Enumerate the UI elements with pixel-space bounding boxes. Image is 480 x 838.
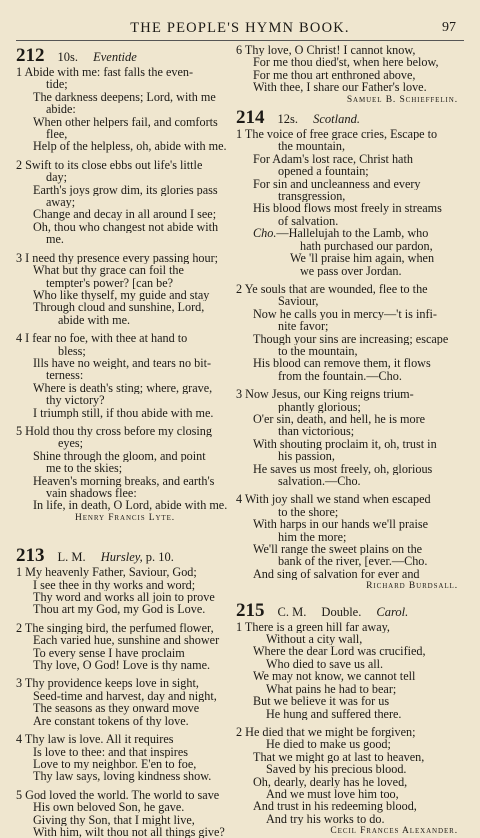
chorus-line: we pass over Jordan. (300, 264, 402, 277)
hymn-line: Oh, thou who changest not abide with (33, 220, 219, 234)
hymn-213-heading (16, 546, 234, 566)
hymn-line: Shine through the gloom, and point (33, 449, 206, 463)
hymn-line: to the mountain, (278, 344, 358, 358)
hymn-line: His blood flows most freely in streams (253, 202, 442, 215)
hymn-line: Oh, dearly, dearly has he loved, (253, 775, 408, 788)
hymn-line: 2 Ye souls that are wounded, flee to the (236, 282, 428, 296)
hymn-212-heading (16, 46, 234, 66)
hymn-line: 2 He died that we might be forgiven; (236, 725, 416, 739)
hymn-line: Thy love, O God! Love is thy name. (33, 659, 211, 672)
hymn-line: When other helpers fail, and comforts (33, 115, 218, 129)
hymn-line: away; (46, 196, 76, 209)
hymn-line: Without a city wall, (266, 633, 363, 646)
hymn-line: With him, wilt thou not all things give? (33, 825, 225, 838)
hymn-line: 3 Now Jesus, our King reigns trium- (236, 388, 414, 401)
hymn-author: Samuel B. Schieffelin. (346, 94, 458, 105)
hymn-line: than victorious; (278, 425, 355, 438)
hymn-tune-ref: p. 10. (145, 550, 174, 565)
hymn-line: day; (46, 171, 67, 184)
hymn-line: To every sense I have proclaim (33, 646, 185, 660)
hymn-line: Who died to save us all. (266, 657, 384, 671)
hymn-214-heading (236, 108, 458, 128)
hymn-line: Where is death's sting; where, grave, (33, 381, 213, 395)
hymn-line: salvation.—Cho. (278, 475, 361, 488)
hymn-line: Though your sins are increasing; escape (253, 332, 449, 345)
hymn-line: the mountain, (278, 140, 346, 153)
hymn-line: 1 The voice of free grace cries, Escape to (236, 128, 438, 141)
hymn-215-heading (236, 601, 458, 621)
hymn-line: to the shore; (278, 505, 339, 519)
hymn-line: His own beloved Son, he gave. (33, 801, 185, 814)
hymn-line: The seasons as they onward move (33, 702, 200, 715)
hymn-line: 2 Swift to its close ebbs out life's little (16, 158, 203, 172)
hymn-line: He saves us most freely, oh, glorious (253, 462, 433, 475)
hymn-line: He died to make us good; (266, 738, 391, 751)
hymn-line: bank of the river, [ever.—Cho. (278, 555, 428, 568)
left-column (16, 44, 234, 838)
hymn-line: 4 Thy law is love. All it requires (16, 733, 174, 746)
hymn-line: Seed-time and harvest, day and night, (33, 689, 217, 703)
hymn-line: 3 I need thy presence every passing hour; (16, 251, 219, 265)
hymn-line: With shouting proclaim it, oh, trust in (253, 437, 437, 451)
hymn-line: terness: (46, 369, 84, 382)
hymn-author: Henry Francis Lyte. (74, 512, 176, 523)
hymn-line: Are constant tokens of thy love. (33, 714, 189, 728)
hymn-line: Saviour, (278, 295, 319, 308)
hymn-line: flee, (46, 128, 68, 141)
hymn-tune: Eventide (93, 50, 137, 64)
hymn-line: And try his works to do. (266, 812, 385, 826)
right-column (236, 44, 458, 838)
hymn-line: Love to my neighbor. E'en to foe, (33, 757, 197, 771)
running-head (0, 20, 480, 40)
hymn-author: Richard Burdsall. (366, 581, 458, 592)
hymn-line: 2 The singing bird, the perfumed flower, (16, 621, 214, 635)
hymn-line: me to the skies; (46, 462, 123, 475)
hymn-line: Saved by his precious blood. (266, 763, 407, 776)
hymn-author: Cecil Frances Alexander. (330, 826, 458, 837)
hymn-line: 5 God loved the world. The world to save (16, 788, 220, 802)
hymn-line: But we believe it was for us (253, 695, 390, 708)
chorus-line: hath purchased our pardon, (300, 239, 433, 253)
hymn-line: 5 Hold thou thy cross before my closing (16, 424, 212, 438)
hymn-line: bless; (58, 344, 86, 357)
hymn-number: 214 (236, 107, 265, 129)
hymn-line: thy victory? (46, 394, 105, 407)
hymn-line: O'er sin, death, and hell, he is more (253, 412, 426, 426)
hymn-line: With harps in our hands we'll praise (253, 518, 428, 531)
hymn-line: Thy law says, loving kindness show. (33, 770, 212, 783)
page-number: 97 (442, 20, 456, 35)
hymn-line: Through cloud and sunshine, Lord, (33, 301, 205, 314)
chorus-line: Cho.—Hallelujah to the Lamb, who (253, 227, 429, 240)
hymn-line: Is love to thee: and that inspires (33, 745, 189, 758)
hymn-line: abide with me. (58, 313, 131, 327)
hymn-line: What pains he had to bear; (266, 682, 397, 696)
hymn-tune: Hursley, (100, 550, 143, 565)
hymn-number: 213 (16, 545, 45, 567)
header-rule (16, 40, 464, 41)
hymn-line: Thy word and works all join to prove (33, 591, 215, 604)
hymn-line: him the more; (278, 530, 347, 544)
hymn-line: Heaven's morning breaks, and earth's (33, 474, 215, 487)
hymn-line: For me thou died'st, when here below, (253, 56, 439, 69)
hymn-line: transgression, (278, 190, 346, 203)
hymn-line: He hung and suffered there. (266, 707, 402, 720)
hymn-line: Where the dear Lord was crucified, (253, 645, 426, 658)
hymn-line: Now he calls you in mercy—'t is infi- (253, 307, 437, 321)
hymn-line: 1 Abide with me: fast falls the even- (16, 66, 194, 79)
hymn-line: phantly glorious; (278, 400, 361, 413)
hymn-line: The darkness deepens; Lord, with me (33, 90, 216, 104)
hymn-line: Who like thyself, my guide and stay (33, 288, 210, 302)
hymn-line: nite favor; (278, 320, 329, 333)
hymn-line: from the fountain.—Cho. (278, 369, 402, 383)
hymn-line: His blood can remove them, it flows (253, 357, 431, 370)
hymn-line: Earth's joys grow dim, its glories pass (33, 183, 218, 197)
hymn-line: I triumph still, if thou abide with me. (33, 406, 214, 419)
hymn-line: Help of the helpless, oh, abide with me. (33, 140, 227, 153)
chorus-label: Cho. (253, 227, 277, 240)
hymn-line: With thee, I share our Father's love. (253, 81, 427, 94)
hymn-meter: L. M. (57, 550, 86, 565)
hymn-line: Each varied hue, sunshine and shower (33, 634, 220, 647)
hymn-meter: C. M. (277, 604, 307, 619)
hymn-line: tempter's power? [can be? (46, 276, 174, 289)
hymn-line: We'll range the sweet plains on the (253, 543, 423, 556)
hymn-line: Change and decay in all around I see; (33, 208, 217, 221)
hymn-line: 4 I fear no foe, with thee at hand to (16, 332, 188, 345)
running-title: THE PEOPLE'S HYMN BOOK. (130, 20, 350, 36)
hymn-meter: 10s. (57, 50, 79, 64)
hymn-line: abide: (46, 103, 76, 116)
hymn-line: tide; (46, 78, 68, 91)
hymn-line: Thou art my God, my God is Love. (33, 603, 206, 616)
hymn-line: And trust in his redeeming blood, (253, 800, 417, 813)
hymn-line: Giving thy Son, that I might live, (33, 813, 195, 826)
hymn-line: opened a fountain; (278, 165, 369, 178)
hymn-line: For me thou art enthroned above, (253, 68, 416, 82)
hymn-line: We may not know, we cannot tell (253, 670, 416, 683)
chorus-line: We 'll praise him again, when (290, 252, 435, 265)
hymn-line: What but thy grace can foil the (33, 264, 184, 277)
hymn-line: 6 Thy love, O Christ! I cannot know, (236, 44, 416, 57)
hymn-line: 3 Thy providence keeps love in sight, (16, 677, 199, 690)
hymn-line: eyes; (58, 437, 84, 450)
hymn-line: 1 There is a green hill far away, (236, 620, 390, 634)
hymn-tune: Scotland. (313, 112, 360, 127)
hymn-line: I see thee in thy works and word; (33, 578, 196, 592)
hymn-line: And we must love him too, (266, 787, 399, 801)
hymn-line: And sing of salvation for ever and (253, 567, 420, 581)
hymn-tune: Carol. (376, 604, 409, 619)
hymn-line: Ills have no weight, and tears no bit- (33, 356, 212, 370)
hymn-line: 1 My heavenly Father, Saviour, God; (16, 566, 197, 579)
hymn-meter-double: Double. (321, 604, 362, 619)
hymn-number: 212 (16, 45, 45, 66)
hymn-line: 4 With joy shall we stand when escaped (236, 493, 431, 506)
hymn-line: For Adam's lost race, Christ hath (253, 152, 413, 166)
hymn-line: his passion, (278, 450, 335, 463)
hymn-line: For sin and uncleanness and every (253, 177, 421, 191)
hymn-number: 215 (236, 599, 265, 621)
hymn-meter: 12s. (277, 112, 299, 127)
hymn-line: vain shadows flee: (46, 487, 137, 500)
hymn-line: That we might go at last to heaven, (253, 750, 425, 764)
hymn-line: of salvation. (278, 214, 339, 228)
hymn-line: In life, in death, O Lord, abide with me. (33, 499, 228, 512)
hymn-line: me. (46, 233, 64, 246)
